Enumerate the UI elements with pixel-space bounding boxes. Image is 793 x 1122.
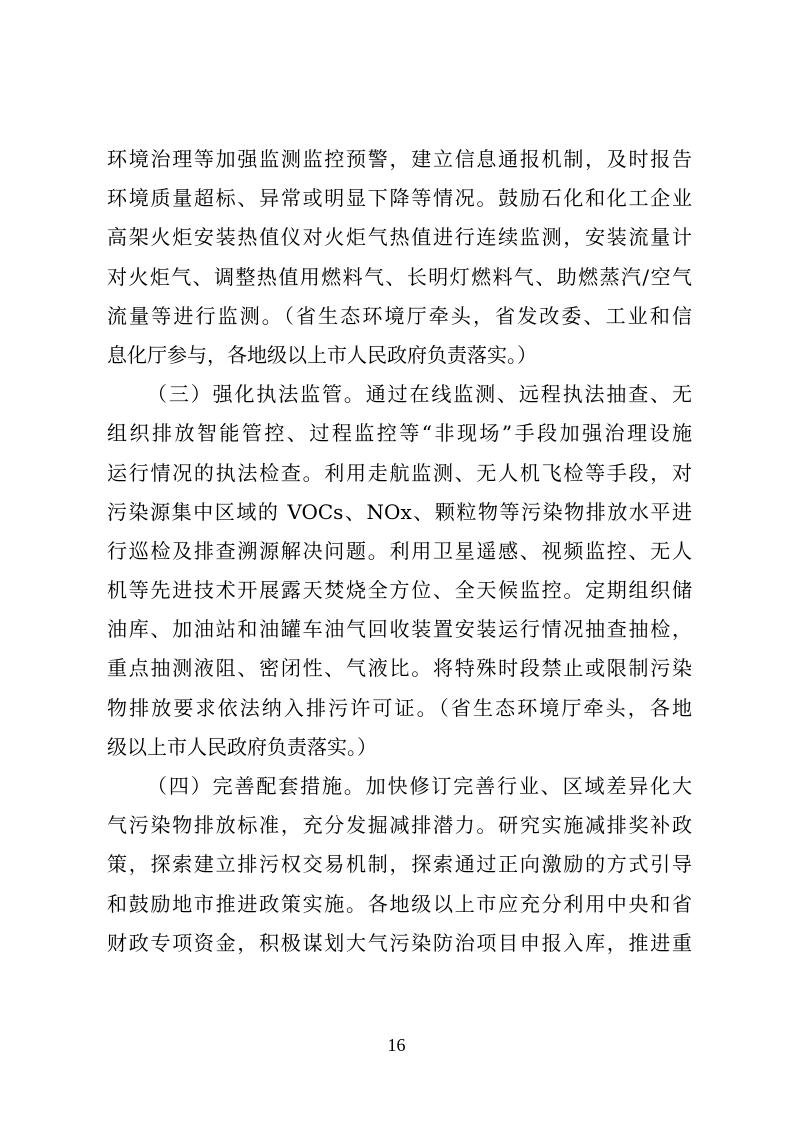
text-line: 级以上市人民政府负责落实。）	[107, 734, 377, 759]
text-line: 环境治理等加强监测监控预警，建立信息通报机制，及时报告	[107, 147, 692, 171]
text-line: 对火炬气、调整热值用燃料气、长明灯燃料气、助燃蒸汽/空气	[107, 264, 692, 289]
text-line: 行巡检及排查溯源解决问题。利用卫星遥感、视频监控、无人	[107, 538, 692, 563]
text-line: 油库、加油站和油罐车油气回收装置安装运行情况抽查抽检，	[107, 617, 692, 642]
text-line: （三）强化执法监管。通过在线监测、远程执法抽查、无	[147, 382, 692, 407]
text-line: 财政专项资金，积极谋划大气污染防治项目申报入库，推进重	[107, 930, 692, 955]
text-line: 气污染物排放标准，充分发掘减排潜力。研究实施减排奖补政	[107, 813, 692, 838]
text-line: （四）完善配套措施。加快修订完善行业、区域差异化大	[147, 774, 692, 798]
text-line: 运行情况的执法检查。利用走航监测、无人机飞检等手段，对	[107, 460, 692, 485]
text-line: 息化厅参与，各地级以上市人民政府负责落实。）	[107, 342, 537, 367]
text-line: 物排放要求依法纳入排污许可证。（省生态环境厅牵头，各地	[107, 695, 692, 720]
text-line: 环境质量超标、异常或明显下降等情况。鼓励石化和化工企业	[107, 186, 692, 211]
text-line: 策，探索建立排污权交易机制，探索通过正向激励的方式引导	[107, 852, 692, 877]
text-line: 和鼓励地市推进政策实施。各地级以上市应充分利用中央和省	[107, 891, 692, 916]
text-line: 污染源集中区域的 VOCs、NOx、颗粒物等污染物排放水平进	[107, 499, 692, 524]
page-number: 16	[387, 1035, 406, 1055]
text-line: 重点抽测液阻、密闭性、气液比。将特殊时段禁止或限制污染	[107, 656, 692, 681]
text-line: 流量等进行监测。（省生态环境厅牵头，省发改委、工业和信	[107, 303, 692, 328]
paragraph-supporting-measures	[107, 767, 692, 963]
text-line: 机等先进技术开展露天焚烧全方位、全天候监控。定期组织储	[107, 578, 692, 603]
text-line: 高架火炬安装热值仪对火炬气热值进行连续监测，安装流量计	[107, 225, 692, 250]
paragraph-monitoring	[107, 140, 692, 375]
paragraph-enforcement	[107, 375, 692, 767]
document-body	[107, 140, 692, 963]
text-line: 组织排放智能管控、过程监控等“非现场”手段加强治理设施	[107, 421, 692, 446]
